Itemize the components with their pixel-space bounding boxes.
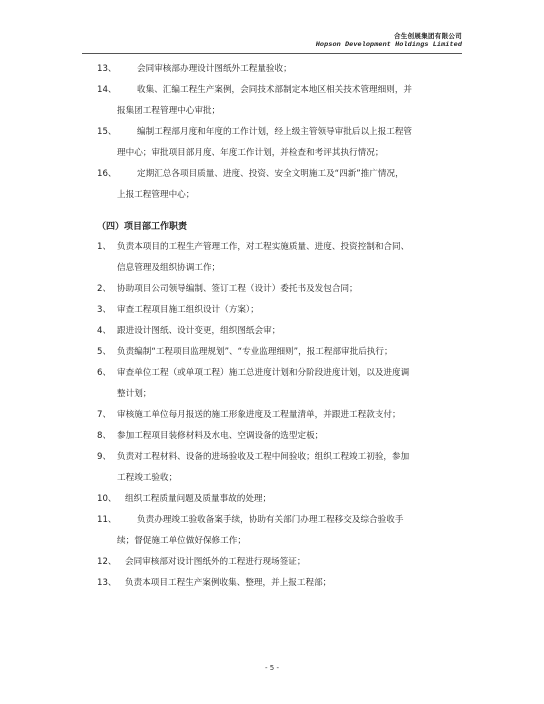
- item-number: 9、: [97, 452, 112, 462]
- item-text-continued: 续；督促施工单位做好保修工作；: [117, 536, 246, 546]
- item-text-continued: 整计划；: [117, 389, 152, 399]
- header-company-en: Hopson Development Holdings Limited: [315, 41, 462, 49]
- duty-item-5: [97, 347, 472, 358]
- item-number: 1、: [97, 242, 112, 252]
- upper-item-16: [97, 169, 472, 201]
- item-number: 4、: [97, 326, 112, 336]
- item-number: 14、: [97, 85, 117, 95]
- item-number: 8、: [97, 431, 112, 441]
- item-number: 13、: [97, 64, 117, 74]
- upper-item-15: [97, 127, 472, 159]
- duty-item-13: [97, 578, 472, 589]
- item-number: 7、: [97, 410, 112, 420]
- item-text-continued: 信息管理及组织协调工作；: [117, 263, 221, 273]
- item-text-continued: 报集团工程管理中心审批；: [117, 106, 221, 116]
- item-text-continued: 理中心；审批项目部月度、年度工作计划，并检查和考评其执行情况；: [117, 148, 384, 158]
- item-number: 11、: [97, 515, 117, 525]
- item-text: 定期汇总各项目质量、进度、投资、安全文明施工及“四新”推广情况，: [137, 169, 404, 179]
- duty-item-11: [97, 515, 472, 547]
- item-number: 3、: [97, 305, 112, 315]
- document-body: [97, 64, 472, 589]
- item-text: 审查工程项目施工组织设计（方案）；: [117, 305, 259, 315]
- section-heading: （四）项目部工作职责: [97, 222, 188, 232]
- duty-item-2: [97, 284, 472, 295]
- header-company-cn: 合生创展集团有限公司: [394, 32, 462, 40]
- item-number: 10、: [97, 494, 117, 504]
- duty-item-7: [97, 410, 472, 421]
- item-text: 跟进设计图纸、设计变更，组织图纸会审；: [117, 326, 281, 336]
- duty-item-1: [97, 242, 472, 274]
- item-text: 审查单位工程（或单项工程）施工总进度计划和分阶段进度计划，以及进度调: [117, 368, 410, 378]
- item-number: 6、: [97, 368, 112, 378]
- item-text-continued: 工程竣工验收；: [117, 473, 178, 483]
- item-number: 12、: [97, 557, 117, 567]
- item-text: 负责办理竣工验收备案手续，协助有关部门办理工程移交及综合验收手: [137, 515, 404, 525]
- item-text: 编制工程部月度和年度的工作计划，经上级主管领导审批后以上报工程管: [137, 127, 413, 137]
- item-text: 会同审核部对设计图纸外的工程进行现场签证；: [125, 557, 306, 567]
- item-text: 负责编制“工程项目监理规划”、“专业监理细则”，报工程部审批后执行；: [117, 347, 393, 357]
- duty-item-10: [97, 494, 472, 505]
- item-number: 2、: [97, 284, 112, 294]
- item-text: 会同审核部办理设计图纸外工程量验收；: [137, 64, 292, 74]
- item-text: 协助项目公司领导编制、签订工程（设计）委托书及发包合同；: [117, 284, 358, 294]
- upper-item-13: [97, 64, 472, 75]
- header-divider: [82, 53, 462, 54]
- item-text: 审核施工单位每月报送的施工形象进度及工程量清单，并跟进工程款支付；: [117, 410, 401, 420]
- duty-item-3: [97, 305, 472, 316]
- item-number: 16、: [97, 169, 117, 179]
- item-number: 15、: [97, 127, 117, 137]
- page-header: [316, 32, 462, 50]
- item-text: 组织工程质量问题及质量事故的处理；: [125, 494, 272, 504]
- upper-item-14: [97, 85, 472, 117]
- item-number: 5、: [97, 347, 112, 357]
- duty-item-4: [97, 326, 472, 337]
- duty-item-9: [97, 452, 472, 484]
- page-number: - 5 -: [265, 664, 279, 672]
- item-number: 13、: [97, 578, 117, 588]
- item-text: 负责本项目工程生产案例收集、整理，并上报工程部；: [125, 578, 332, 588]
- item-text: 负责对工程材料、设备的进场验收及工程中间验收；组织工程竣工初验，参加: [117, 452, 410, 462]
- item-text: 收集、汇编工程生产案例，会同技术部制定本地区相关技术管理细则，并: [137, 85, 413, 95]
- duty-item-12: [97, 557, 472, 568]
- item-text: 参加工程项目装修材料及水电、空调设备的选型定板；: [117, 431, 324, 441]
- duty-item-8: [97, 431, 472, 442]
- item-text: 负责本项目的工程生产管理工作，对工程实施质量、进度、投资控制和合同、: [117, 242, 410, 252]
- item-text-continued: 上报工程管理中心；: [117, 190, 195, 200]
- duty-item-6: [97, 368, 472, 400]
